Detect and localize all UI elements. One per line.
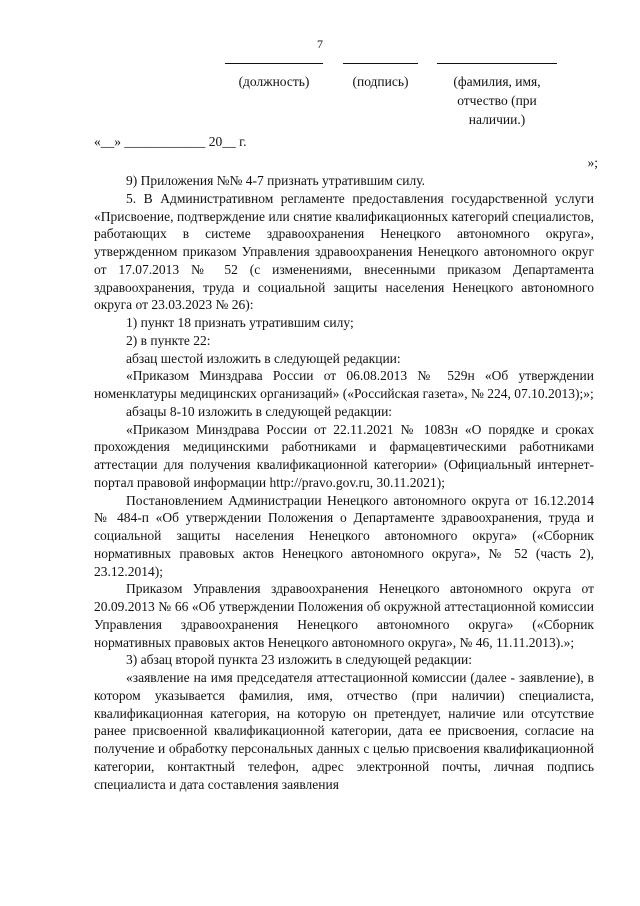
paragraph-item9: 9) Приложения №№ 4-7 признать утратившим силу.	[126, 173, 425, 188]
paragraph-order-529n: «Приказом Минздрава России от 06.08.2013 № 529н «Об утверждении номенклатуры медицинских организаций» («Российская газета», № 224, 07.10.2013);»;	[94, 368, 594, 401]
paragraph-abzacy-8-10: абзацы 8-10 изложить в следующей редакции:	[126, 403, 393, 419]
paragraph-order-1083n: «Приказом Минздрава России от 22.11.2021 № 1083н «О порядке и сроках прохождения медицинскими работниками и фармацевтическими работниками аттестации для получения квалификационной категории» (Официальный интернет-портал правовой информации http://pravo.gov.ru, 30.11.2021);	[94, 421, 594, 490]
paragraph-application: «заявление на имя председателя аттестационной комиссии (далее - заявление), в котором указывается фамилия, имя, отчество (при наличии) специалиста, квалификационная категория, на которую он претендует, наличие или отсутствие ранее присвоенной квалификационной категории, дата ее присвоения, согласие на получение и обработку персональных данных с целью присвоения квалификационной категории, контактный телефон, адрес электронной почты, личная подпись специалиста и дата составления заявления	[94, 670, 594, 792]
paragraph-sub2: 2) в пункте 22:	[126, 332, 211, 348]
name-line	[437, 63, 557, 64]
paragraph-abzac6: абзац шестой изложить в следующей редакции:	[126, 350, 401, 366]
paragraph-sub1: 1) пункт 18 признать утратившим силу;	[126, 315, 354, 330]
signature-line	[343, 63, 418, 64]
document-body	[94, 172, 594, 793]
paragraph-sub3: 3) абзац второй пункта 23 изложить в следующей редакции:	[126, 652, 472, 668]
paragraph-resolution-484p: Постановлением Администрации Ненецкого автономного округа от 16.12.2014 № 484-п «Об утверждении Положения о Департаменте здравоохранения, труда и социальной защиты населения Ненецкого автономного округа» («Сборник нормативных правовых актов Ненецкого автономного округа», № 52 (часть 2), 23.12.2014);	[94, 492, 594, 579]
closing-quote: »;	[587, 155, 598, 170]
date-line: «__» ____________ 20__ г.	[94, 134, 247, 149]
signature-label: (подпись)	[352, 74, 409, 89]
paragraph-item5: 5. В Административном регламенте предоставления государственной услуги «Присвоение, подтверждение или снятие квалификационных категорий специалистов, работающих в системе здравоохранения Ненецкого автономного округа», утвержденном приказом Управления здравоохранения Ненецкого автономного округ от 17.07.2013 № 52 (с изменениями, внесенными приказом Департамента здравоохранения, труда и социальной защиты населения Ненецкого автономного округа от 23.03.2023 № 26):	[94, 190, 594, 313]
position-label: (должность)	[238, 74, 310, 89]
position-line	[225, 63, 323, 64]
paragraph-order-66: Приказом Управления здравоохранения Ненецкого автономного округа от 20.09.2013 № 66 «Об утверждении Положения об окружной аттестационной комиссии Управления здравоохранения Ненецкого автономного округа» («Сборник нормативных правовых актов Ненецкого автономного округа», № 46, 11.11.2013).»;	[94, 581, 594, 650]
name-label: (фамилия, имя, отчество (при наличии.)	[453, 74, 541, 127]
page-number: 7	[317, 37, 323, 51]
